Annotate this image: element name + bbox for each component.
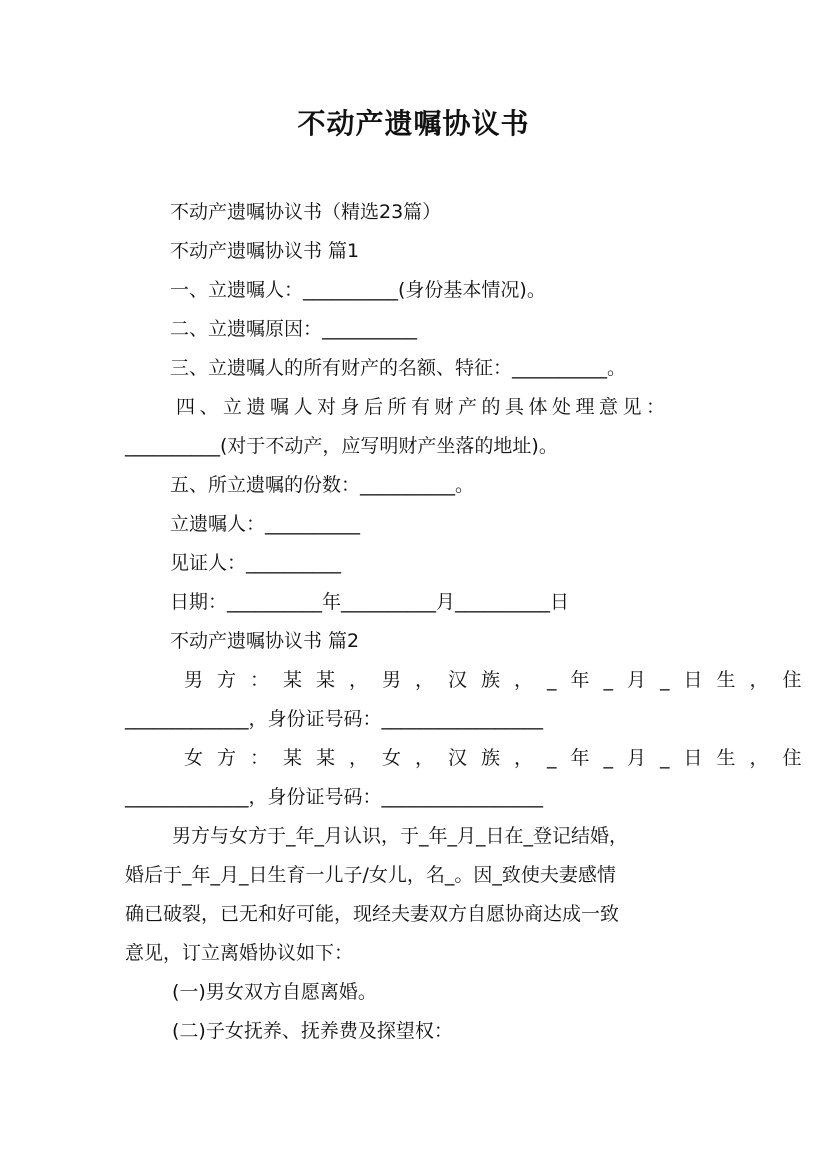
subtitle-line: 不动产遗嘱协议书（精选23篇） (170, 201, 442, 223)
paragraph-line: 一、立遗嘱人：__________(身份基本情况)。 (170, 279, 546, 301)
paragraph-line: _____________，身份证号码：_________________ (125, 708, 544, 730)
paragraph-line: _____________，身份证号码：_________________ (125, 786, 544, 808)
paragraph-line: (一)男女双方自愿离婚。 (172, 981, 377, 1003)
paragraph-line: 二、立遗嘱原因：__________ (170, 318, 418, 340)
paragraph-line: 女方：某某，女，汉族，_年_月_日生，住 (184, 747, 816, 769)
paragraph-line: 立遗嘱人：__________ (170, 513, 361, 535)
paragraph-line: 五、所立遗嘱的份数：__________。 (170, 474, 475, 496)
section-heading-2: 不动产遗嘱协议书 篇2 (170, 630, 360, 652)
paragraph-line: 四、立遗嘱人对身后所有财产的具体处理意见： (176, 396, 670, 418)
paragraph-line: 三、立遗嘱人的所有财产的名额、特征：__________。 (170, 357, 627, 379)
paragraph-line: 婚后于_年_月_日生育一儿子/女儿，名_。因_致使夫妻感情 (125, 864, 616, 886)
paragraph-line: __________(对于不动产，应写明财产坐落的地址)。 (125, 435, 558, 457)
paragraph-line: 男方与女方于_年_月认识，于_年_月_日在_登记结婚， (172, 825, 629, 847)
paragraph-line: 日期：__________年__________月__________日 (170, 591, 570, 613)
paragraph-line: 确已破裂，已无和好可能，现经夫妻双方自愿协商达成一致 (125, 903, 620, 925)
document-title: 不动产遗嘱协议书 (297, 107, 530, 140)
paragraph-line: 意见，订立离婚协议如下： (125, 942, 354, 964)
paragraph-line: 见证人：__________ (170, 552, 342, 574)
paragraph-line: 男方：某某，男，汉族，_年_月_日生，住 (184, 669, 816, 691)
paragraph-line: (二)子女抚养、抚养费及探望权： (172, 1020, 453, 1042)
section-heading-1: 不动产遗嘱协议书 篇1 (170, 240, 360, 262)
